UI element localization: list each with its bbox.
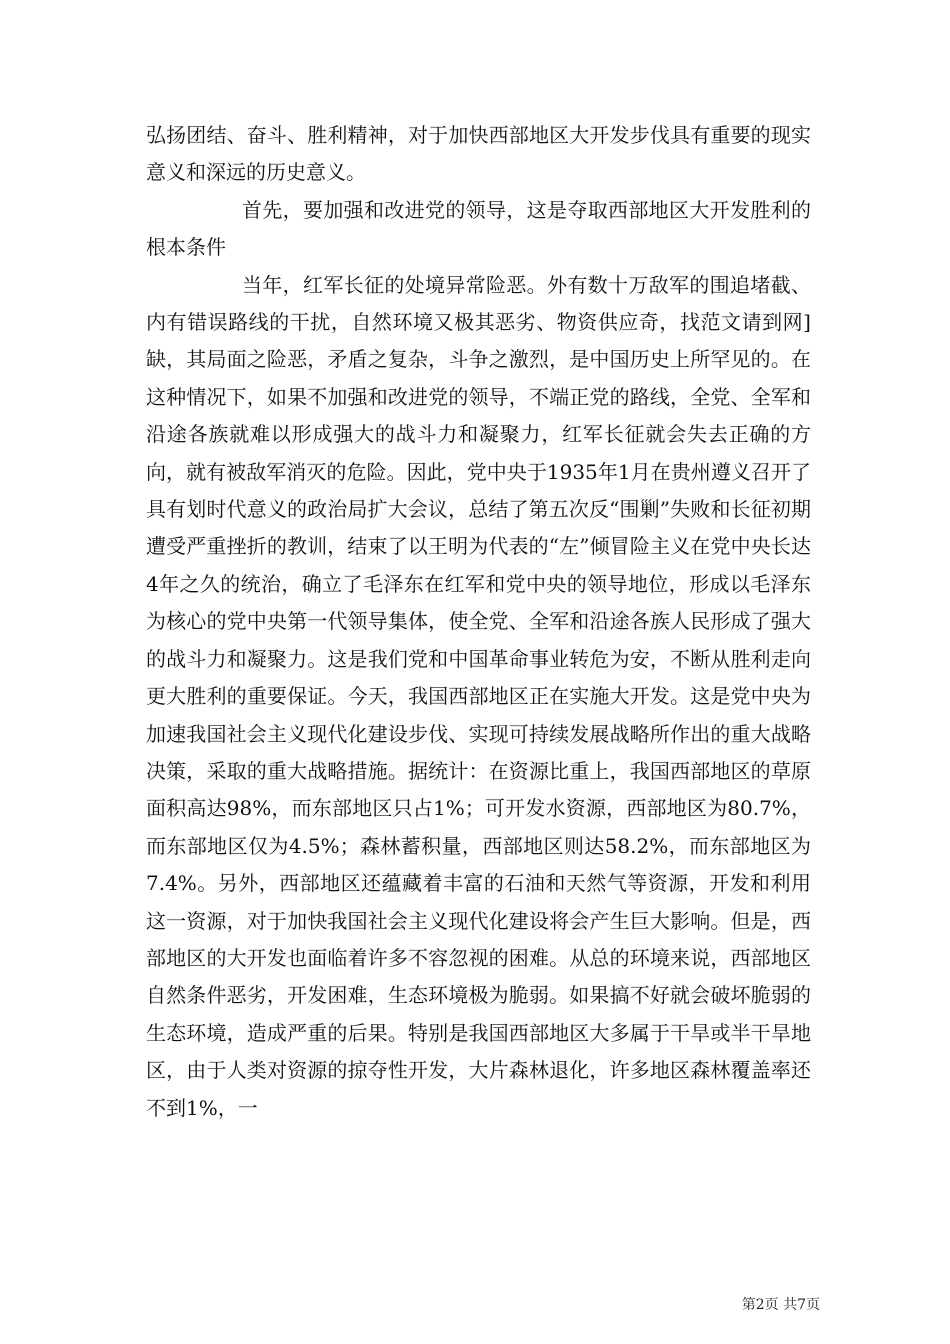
page-number-footer: 第2页 共7页: [741, 1297, 820, 1313]
paragraph-intro-continuation: 弘扬团结、奋斗、胜利精神，对于加快西部地区大开发步伐具有重要的现实意义和深远的历史意义。: [146, 123, 811, 185]
section-heading: 首先，要加强和改进党的领导，这是夺取西部地区大开发胜利的根本条件: [146, 197, 811, 260]
paragraph-body: 当年，红军长征的处境异常险恶。外有数十万敌军的围追堵截、内有错误路线的干扰，自然环境又极其恶劣、物资供应奇，找范文请到网]缺，其局面之险恶，矛盾之复杂，斗争之激烈，是中国历史上所罕见的。在这种情况下，如果不加强和改进党的领导，不端正党的路线，全党、全军和沿途各族就难以形成强大的战斗力和凝聚力，红军长征就会失去正确的方向，就有被敌军消灭的危险。因此，党中央于1935年1月在贵州遵义召开了具有划时代意义的政治局扩大会议，总结了第五次反“围剿”失败和长征初期遭受严重挫折的教训，结束了以王明为代表的“左”倾冒险主义在党中央长达4年之久的统治，确立了毛泽东在红军和党中央的领导地位，形成以毛泽东为核心的党中央第一代领导集体，使全党、全军和沿途各族人民形成了强大的战斗力和凝聚力。这是我们党和中国革命事业转危为安，不断从胜利走向更大胜利的重要保证。今天，我国西部地区正在实施大开发。这是党中央为加速我国社会主义现代化建设步伐、实现可持续发展战略所作出的重大战略决策，采取的重大战略措施。据统计：在资源比重上，我国西部地区的草原面积高达98%，而东部地区只占1%；可开发水资源，西部地区为80.7%，而东部地区仅为4.5%；森林蓄积量，西部地区则达58.2%，而东部地区为7.4%。另外，西部地区还蕴藏着丰富的石油和天然气等资源，开发和利用这一资源，对于加快我国社会主义现代化建设将会产生巨大影响。但是，西部地区的大开发也面临着许多不容忽视的困难。从总的环境来说，西部地区自然条件恶劣，开发困难，生态环境极为脆弱。如果搞不好就会破坏脆弱的生态环境，造成严重的后果。特别是我国西部地区大多属于干旱或半干旱地区，由于人类对资源的掠夺性开发，大片森林退化，许多地区森林覆盖率还不到1%，一: [146, 272, 811, 1120]
document-body: [146, 117, 811, 1127]
